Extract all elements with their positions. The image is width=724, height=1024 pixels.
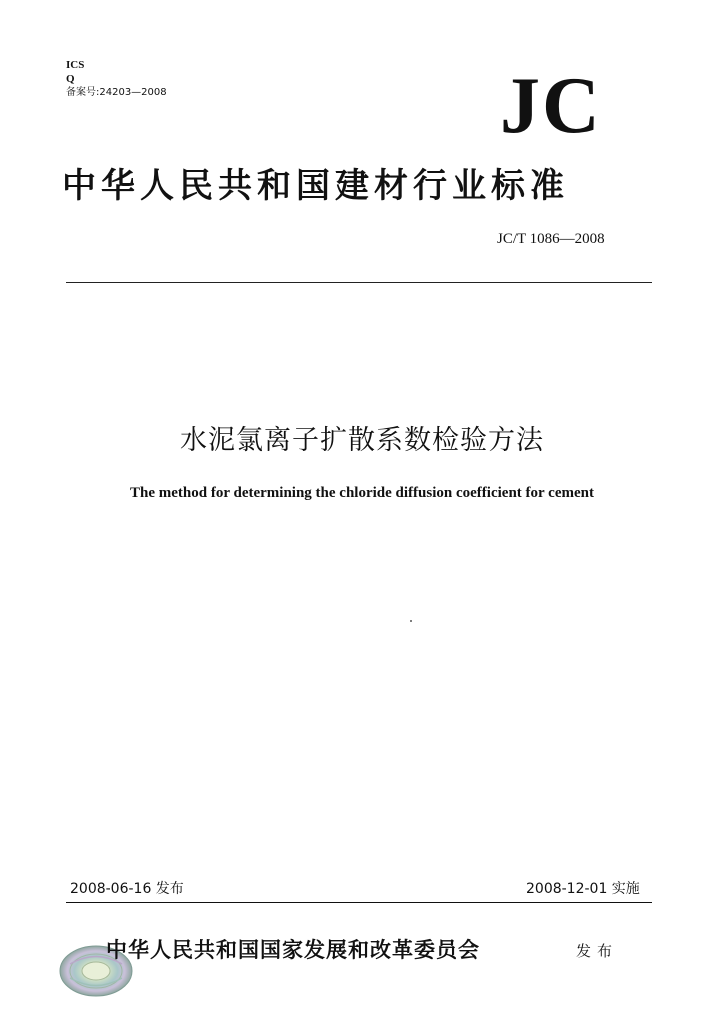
jc-logo: JC: [500, 62, 602, 150]
record-number: 备案号:24203—2008: [66, 87, 167, 98]
stray-mark: [410, 620, 412, 622]
document-title: 水泥氯离子扩散系数检验方法: [180, 425, 544, 456]
publish-label: 发布: [576, 942, 619, 960]
bottom-divider: [66, 902, 652, 903]
ics-label: ICS: [66, 59, 85, 71]
issue-date: 2008-06-16 发布: [70, 881, 184, 897]
implementation-date: 2008-12-01 实施: [526, 881, 640, 897]
category-label: Q: [66, 73, 75, 85]
standard-number: JC/T 1086—2008: [497, 231, 605, 247]
org-title: 中华人民共和国建材行业标准: [62, 166, 569, 206]
publisher-name: 中华人民共和国国家发展和改革委员会: [106, 937, 480, 962]
top-divider: [66, 282, 652, 283]
ics-block: [66, 58, 167, 100]
document-title-english: The method for determining the chloride diffusion coefficient for cement: [130, 485, 594, 501]
